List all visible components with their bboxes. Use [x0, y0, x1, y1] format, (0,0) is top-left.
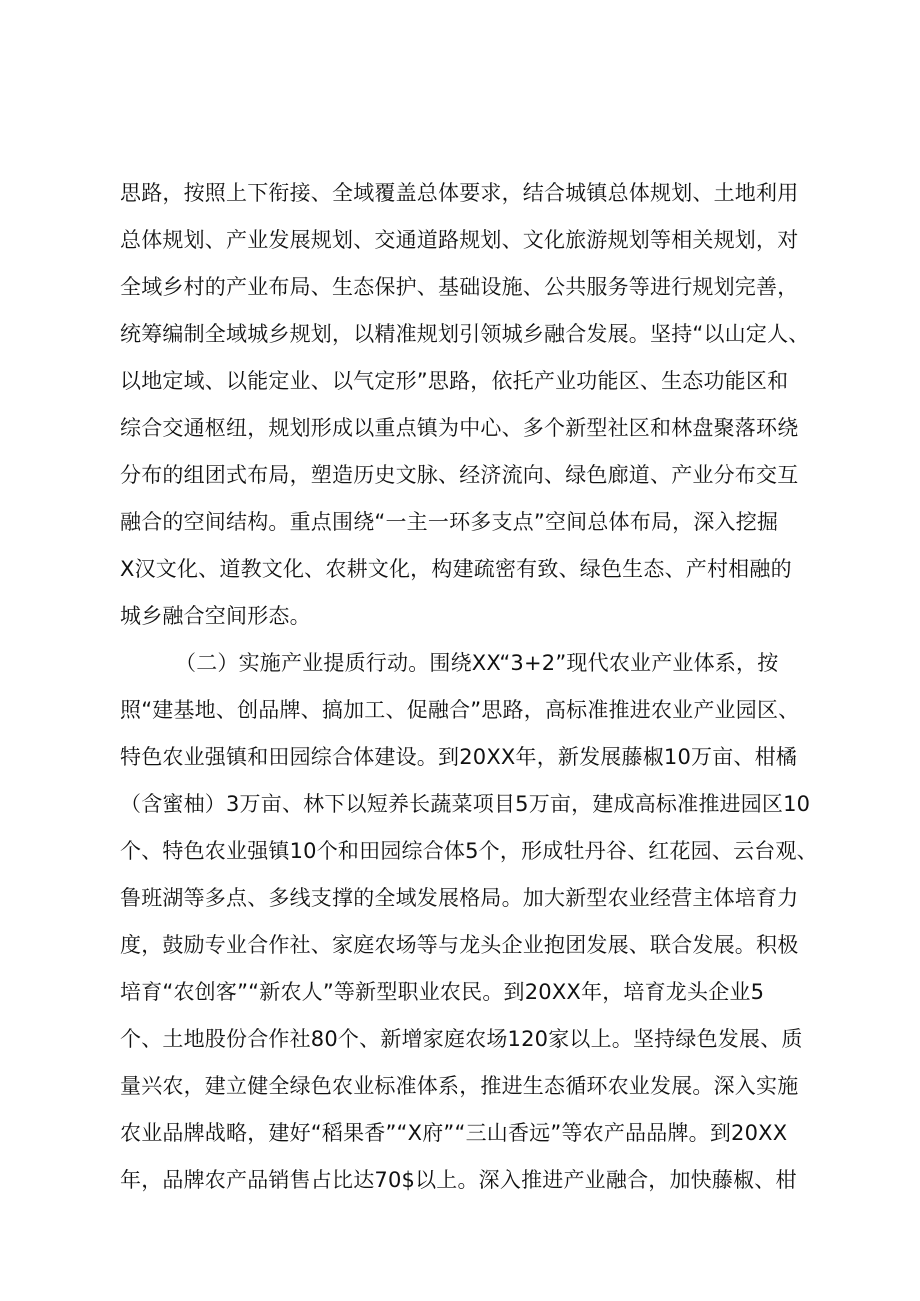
text-line: 综合交通枢纽，规划形成以重点镇为中心、多个新型社区和林盘聚落环绕: [120, 416, 799, 440]
section-heading-line: （二）实施产业提质行动。围绕XX“3+2”现代农业产业体系，按: [175, 651, 779, 675]
text-line: X汉文化、道教文化、农耕文化，构建疏密有致、绿色生态、产村相融的: [120, 557, 792, 581]
text-line: 融合的空间结构。重点围绕“一主一环多支点”空间总体布局，深入挖掘: [120, 510, 779, 534]
text-line: 年，品牌农产品销售占比达70$以上。深入推进产业融合，加快藤椒、柑: [120, 1168, 797, 1192]
text-line: 总体规划、产业发展规划、交通道路规划、文化旅游规划等相关规划，对: [120, 228, 799, 252]
text-line: 量兴农，建立健全绿色农业标准体系，推进生态循环农业发展。深入实施: [120, 1074, 799, 1098]
text-line: 照“建基地、创品牌、搞加工、促融合”思路，高标准推进农业产业园区、: [120, 698, 800, 722]
text-line: 分布的组团式布局，塑造历史文脉、经济流向、绿色廊道、产业分布交互: [120, 463, 799, 487]
text-line: 全域乡村的产业布局、生态保护、基础设施、公共服务等进行规划完善，: [120, 275, 799, 299]
text-line: 度，鼓励专业合作社、家庭农场等与龙头企业抱团发展、联合发展。积极: [120, 933, 799, 957]
text-line: 鲁班湖等多点、多线支撑的全域发展格局。加大新型农业经营主体培育力: [120, 886, 799, 910]
text-line: 个、特色农业强镇10个和田园综合体5个，形成牡丹谷、红花园、云台观、: [120, 839, 818, 863]
text-line: 农业品牌战略，建好“稻果香”“X府”“三山香远”等农产品品牌。到20XX: [120, 1121, 788, 1145]
text-line: 思路，按照上下衔接、全域覆盖总体要求，结合城镇总体规划、土地利用: [120, 181, 799, 205]
text-line: 个、土地股份合作社80个、新增家庭农场120家以上。坚持绿色发展、质: [120, 1027, 803, 1051]
text-line: 城乡融合空间形态。: [120, 604, 311, 628]
text-line: 培育“农创客”“新农人”等新型职业农民。到20XX年，培育龙头企业5: [120, 980, 765, 1004]
body-text: [120, 170, 818, 1204]
text-line: 特色农业强镇和田园综合体建设。到20XX年，新发展藤椒10万亩、柑橘: [120, 745, 798, 769]
text-line: 以地定域、以能定业、以气定形”思路，依托产业功能区、生态功能区和: [120, 369, 789, 393]
text-line: 统筹编制全域城乡规划，以精准规划引领城乡融合发展。坚持“以山定人、: [120, 322, 810, 346]
text-line: （含蜜柚）3万亩、林下以短养长蔬菜项目5万亩，建成高标准推进园区10: [120, 792, 811, 816]
